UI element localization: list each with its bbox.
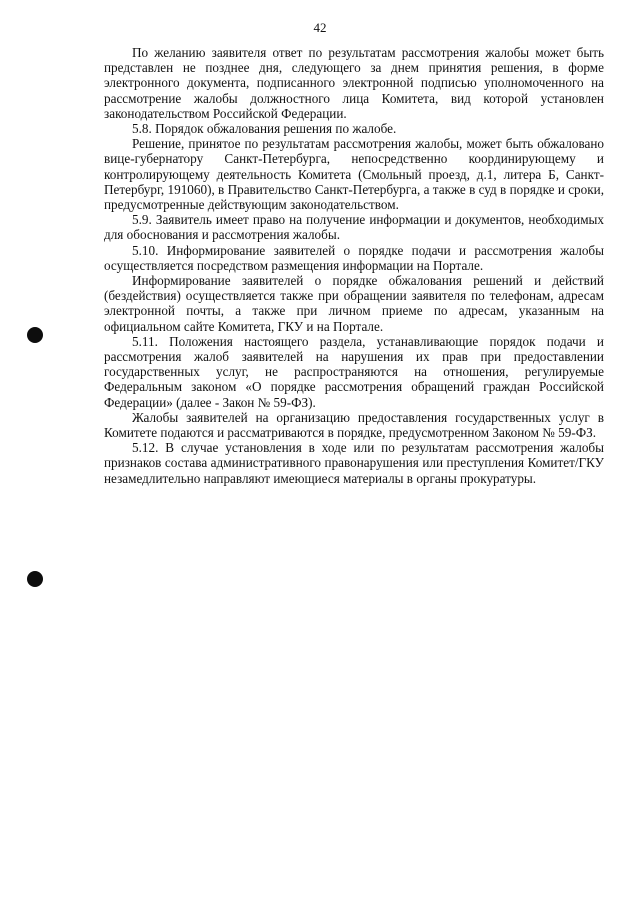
paragraph-response-form: По желанию заявителя ответ по результатам рассмотрения жалобы может быть представлен не позднее дня, следующего за днем принятия решения, в форме электронного документа, подписанного электронной подписью уполномоченного на рассмотрение жалобы должностного лица Комитета, вид которой установлен законодательством Российской Федерации. (104, 45, 604, 121)
page-number: 42 (313, 20, 327, 35)
paragraph-appeal-decision: Решение, принятое по результатам рассмотрения жалобы, может быть обжаловано вице-губернатору Санкт-Петербурга, непосредственно координирующему и контролирующему деятельность Комитета (Смольный проезд, д.1, литера Б, Санкт-Петербург, 191060), в Правительство Санкт-Петербурга, а также в суд в порядке и сроки, предусмотренные действующим законодательством. (104, 136, 604, 213)
paragraph-5-12: 5.12. В случае установления в ходе или по результатам рассмотрения жалобы признаков состава административного правонарушения или преступления Комитет/ГКУ незамедлительно направляют имеющиеся материалы в органы прокуратуры. (104, 440, 604, 486)
paragraph-5-10: 5.10. Информирование заявителей о порядке подачи и рассмотрения жалобы осуществляется посредством размещения информации на Портале. (104, 242, 604, 273)
paragraph-5-8-heading: 5.8. Порядок обжалования решения по жалобе. (132, 121, 397, 137)
punch-hole-mark (27, 327, 43, 343)
paragraph-complaints-59fz: Жалобы заявителей на организацию предоставления государственных услуг в Комитете подаются и рассматриваются в порядке, предусмотренном Законом № 59-ФЗ. (104, 409, 604, 441)
paragraph-informing: Информирование заявителей о порядке обжалования решений и действий (бездействия) осуществляется также при обращении заявителя по телефонам, адресам электронной почты, а также при личном приеме по адресам, указанным на официальном сайте Комитета, ГКУ и на Портале. (104, 273, 604, 334)
paragraph-5-9: 5.9. Заявитель имеет право на получение информации и документов, необходимых для обоснования и рассмотрения жалобы. (104, 212, 604, 243)
document-body (104, 45, 604, 486)
paragraph-5-11: 5.11. Положения настоящего раздела, устанавливающие порядок подачи и рассмотрения жалоб заявителей на нарушения их прав при предоставлении государственных услуг, не распространяются на отношения, регулируемые Федеральным законом «О порядке рассмотрения обращений граждан Российской Федерации» (далее - Закон № 59-ФЗ). (104, 333, 604, 410)
punch-hole-mark (27, 571, 43, 587)
